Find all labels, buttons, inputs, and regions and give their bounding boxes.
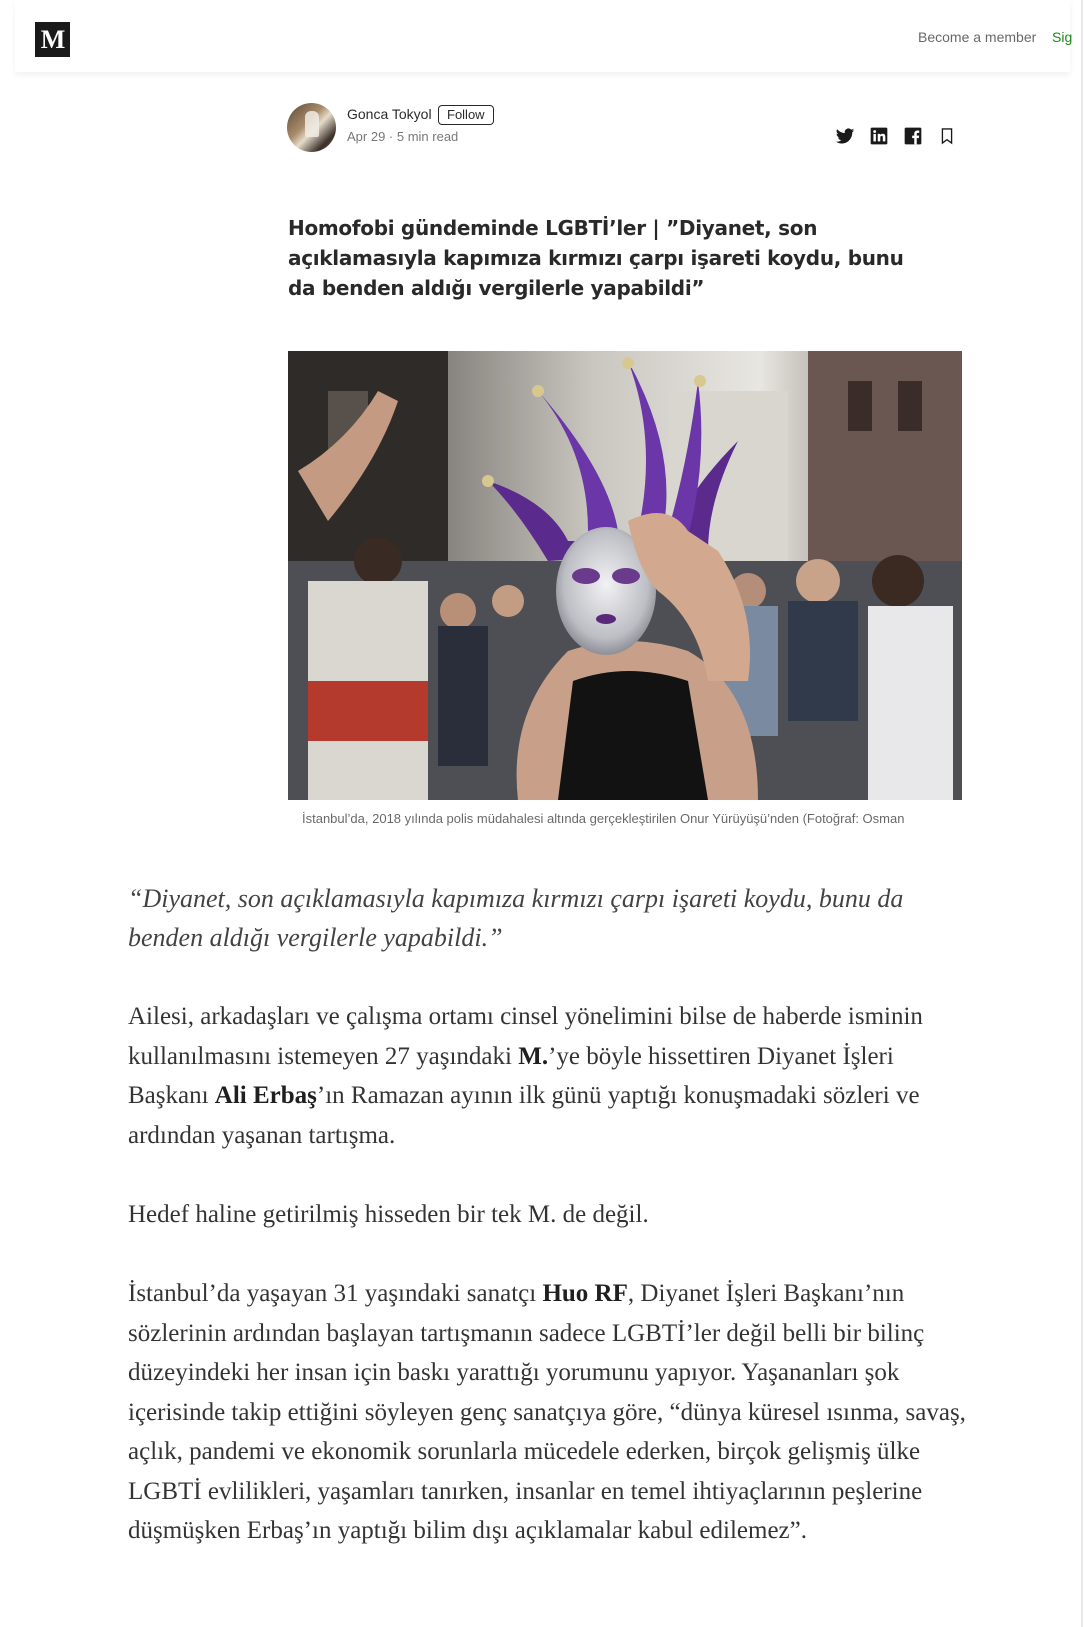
bookmark-icon[interactable] [936,125,958,147]
paragraph-text: ’ın Ramazan ayının ilk günü yaptığı konuşmadaki sözleri ve ardından yaşanan tartışma. [128,1082,920,1149]
paragraph-bold: M. [518,1042,549,1070]
photo-caption: İstanbul’da, 2018 yılında polis müdahalesi altında gerçekleştirilen Onur Yürüyüşü’nden (Fotoğraf: Osman [302,811,905,826]
article-paragraph-2: Hedef haline getirilmiş hisseden bir tek M. de değil. [128,1201,649,1228]
article-headline: Homofobi gündeminde LGBTİ’ler | ”Diyanet, son açıklamasıyla kapımıza kırmızı çarpı işareti koydu, bunu da benden aldığı vergilerle yapabildi” [288,216,904,300]
window-edge [1081,0,1083,1627]
twitter-icon[interactable] [834,125,856,147]
medium-logo[interactable]: M [35,22,70,57]
author-name[interactable]: Gonca Tokyol [347,106,432,122]
paragraph-text: Ailesi, arkadaşları ve çalışma ortamı cinsel yönelimini bilse de haberde isminin kullanılmasını istemeyen 27 yaşındaki [128,1003,923,1070]
sign-in-link[interactable]: Sig [1052,29,1073,45]
paragraph-bold: Huo RF [542,1280,628,1307]
follow-button[interactable]: Follow [438,105,494,125]
pull-quote: “Diyanet, son açıklamasıyla kapımıza kırmızı çarpı işareti koydu, bunu da benden aldığı vergilerle yapabildi.” [128,884,904,952]
article-paragraph-3 [128,1274,968,1551]
author-avatar[interactable] [287,103,336,152]
article-paragraph-1 [128,997,968,1155]
post-meta: Apr 29 · 5 min read [347,129,459,144]
linkedin-icon[interactable] [868,125,890,147]
top-navigation-bar [15,0,1070,72]
paragraph-text: İstanbul’da yaşayan 31 yaşındaki sanatçı [128,1280,543,1307]
paragraph-text: , Diyanet İşleri Başkanı’nın sözlerinin ardından başlayan tartışmanın sadece LGBTİ’ler değil belli bir bilinç düzeyindeki her insan için baskı yarattığı yorumunu yapıyor. Yaşananları şok içerisinde takip ettiğini söyleyen genç sanatçıya göre, “dünya küresel ısınma, savaş, açlık, pandemi ve ekonomik sorunlarla mücedele ederken, birçok gelişmiş ülke LGBTİ evlilikleri, yaşamları tanırken, insanlar en temel ihtiyaçlarının peşlerine düşmüşken Erbaş’ın yaptığı bilim dışı açıklamalar kabul edilemez”. [128,1280,966,1544]
paragraph-text: ’ye böyle hissettiren Diyanet İşleri Başkanı [128,1042,894,1109]
article-photo [288,351,962,800]
paragraph-bold: Ali Erbaş [214,1082,317,1109]
facebook-icon[interactable] [902,125,924,147]
become-member-link[interactable]: Become a member [918,29,1037,45]
